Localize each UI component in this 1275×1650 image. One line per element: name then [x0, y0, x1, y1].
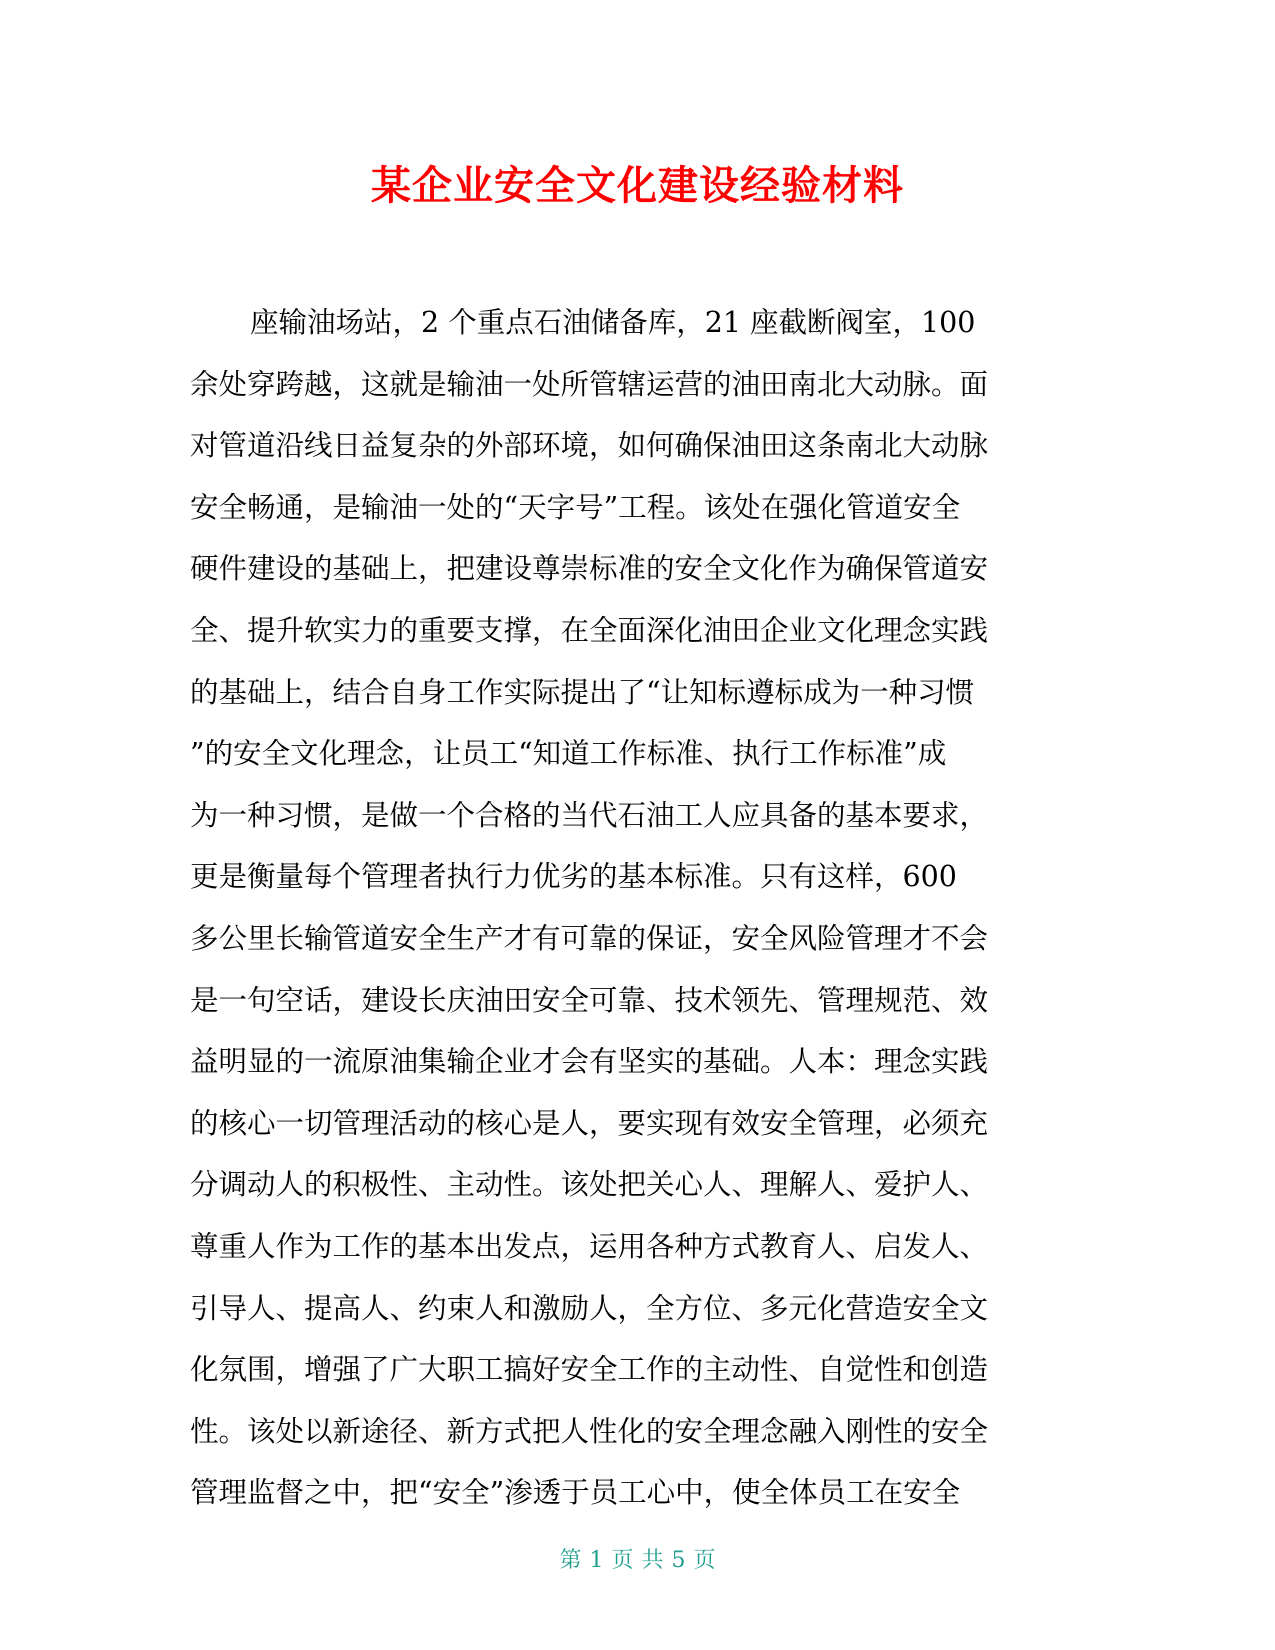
footer-total-pages: 5 [671, 1548, 686, 1573]
body-line: 性。该处以新途径、新方式把人性化的安全理念融入刚性的安全 [190, 1414, 989, 1448]
footer-label-page: 第 [559, 1548, 582, 1573]
body-line: 尊重人作为工作的基本出发点，运用各种方式教育人、启发人、 [190, 1229, 989, 1263]
body-line: 对管道沿线日益复杂的外部环境，如何确保油田这条南北大动脉 [190, 429, 989, 463]
body-line: 座输油场站，2 个重点石油储备库，21 座截断阀室，100 [250, 306, 976, 339]
body-line: 化氛围，增强了广大职工搞好安全工作的主动性、自觉性和创造 [190, 1353, 989, 1387]
body-line: 分调动人的积极性、主动性。该处把关心人、理解人、爱护人、 [190, 1168, 989, 1202]
body-line: 全、提升软实力的重要支撑，在全面深化油田企业文化理念实践 [190, 613, 989, 647]
body-line: 余处穿跨越，这就是输油一处所管辖运营的油田南北大动脉。面 [190, 367, 989, 401]
body-line: 安全畅通，是输油一处的“天字号”工程。该处在强化管道安全 [190, 490, 961, 524]
body-line: 管理监督之中，把“安全”渗透于员工心中，使全体员工在安全 [190, 1476, 961, 1510]
body-line: 为一种习惯，是做一个合格的当代石油工人应具备的基本要求， [190, 798, 989, 832]
footer-current-page: 1 [589, 1548, 604, 1573]
footer-label-total: 共 [641, 1548, 664, 1573]
body-line: 益明显的一流原油集输企业才会有坚实的基础。人本：理念实践 [190, 1045, 989, 1079]
page-title: 某企业安全文化建设经验材料 [371, 163, 904, 209]
page-footer [0, 1546, 1275, 1576]
footer-label-unit-end: 页 [693, 1548, 716, 1573]
footer-label-unit: 页 [611, 1548, 634, 1573]
body-line: 是一句空话，建设长庆油田安全可靠、技术领先、管理规范、效 [190, 983, 989, 1017]
body-line: ”的安全文化理念，让员工“知道工作标准、执行工作标准”成 [190, 737, 947, 771]
body-line: 多公里长输管道安全生产才有可靠的保证，安全风险管理才不会 [190, 921, 989, 955]
body-paragraph [190, 292, 1070, 1524]
body-line: 的基础上，结合自身工作实际提出了“让知标遵标成为一种习惯 [190, 675, 975, 709]
body-line: 的核心一切管理活动的核心是人，要实现有效安全管理，必须充 [190, 1106, 989, 1140]
body-line: 引导人、提高人、约束人和激励人，全方位、多元化营造安全文 [190, 1291, 989, 1325]
body-line: 硬件建设的基础上，把建设尊崇标准的安全文化作为确保管道安 [190, 552, 989, 586]
body-line: 更是衡量每个管理者执行力优劣的基本标准。只有这样，600 [190, 860, 957, 894]
